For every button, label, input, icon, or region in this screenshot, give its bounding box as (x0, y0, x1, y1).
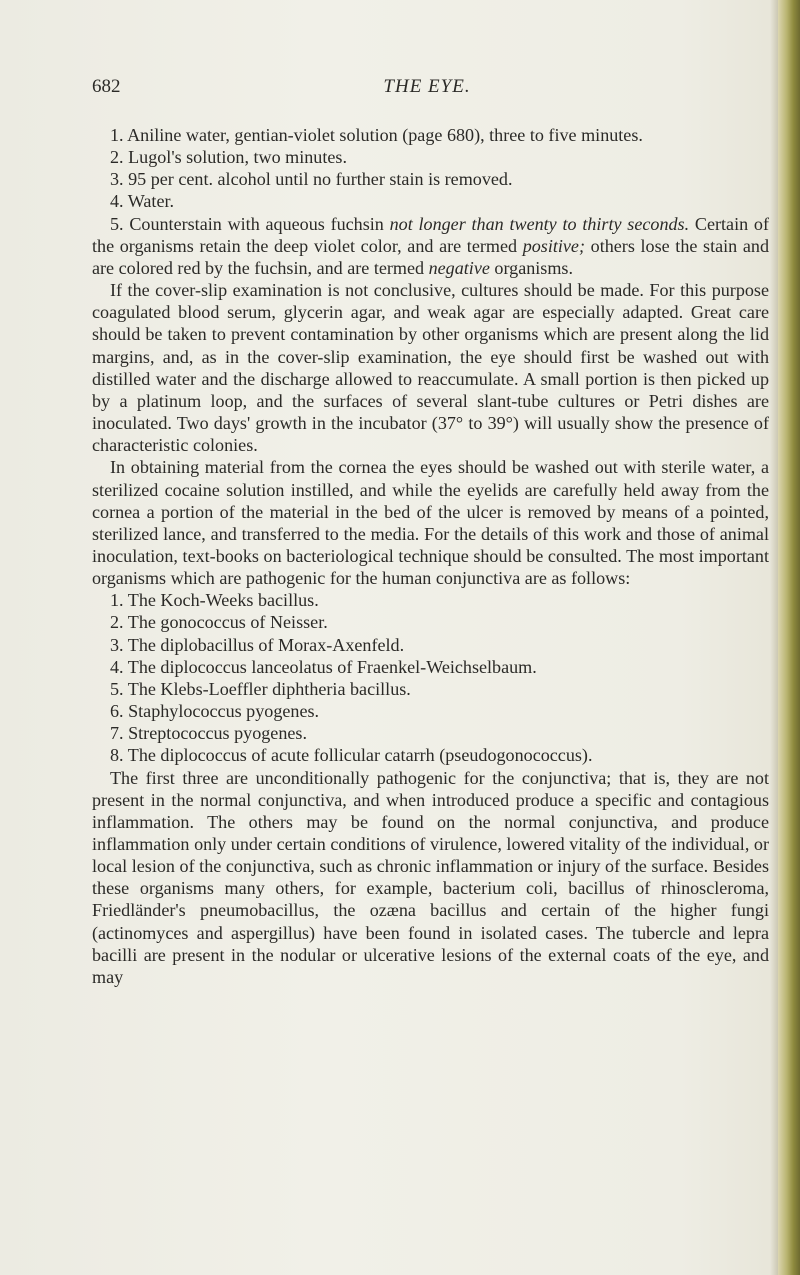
step5-emphasis-negative: negative (428, 257, 490, 278)
step5-text: organisms. (489, 257, 573, 278)
organism-list-item: 7. Streptococcus pyogenes. (110, 723, 307, 744)
step5-emphasis-positive: positive; (522, 235, 585, 256)
organism-list-item: 4. The diplococcus lanceolatus of Fraenkel-Weichselbaum. (110, 656, 537, 677)
staining-step: 2. Lugol's solution, two minutes. (110, 147, 347, 168)
organism-list-item: 2. The gonococcus of Neisser. (110, 612, 328, 633)
organism-list-item: 6. Staphylococcus pyogenes. (110, 701, 320, 722)
page-header (92, 76, 762, 100)
step5-emphasis-duration: not longer than twenty to thirty seconds. (389, 213, 690, 234)
staining-step: 1. Aniline water, gentian-violet solution (page 680), three to five minutes. (110, 125, 643, 145)
page-body (92, 124, 769, 988)
paragraph-closing: The first three are unconditionally pathogenic for the conjunctiva; that is, they are not present in the normal conjunctiva, and when introduced produce a specific and contagious inflammation. The others may be found on the normal conjunctiva, and produce inflammation only under certain conditions of virulence, lowered vitality of the individual, or local lesion of the conjunctiva, such as chronic inflammation or injury of the surface. Besides these organisms many others, for example, bacterium coli, bacillus of rhinoscleroma, Friedländer's pneumobacillus, the ozæna bacillus and certain of the higher fungi (actinomyces and aspergillus) have been found in isolated cases. The tubercle and lepra bacilli are present in the nodular or ulcerative lesions of the external coats of the eye, and may (92, 767, 769, 987)
organism-list-item: 8. The diplococcus of acute follicular catarrh (pseudogonococcus). (110, 745, 593, 766)
step5-text: 5. Counterstain with aqueous fuchsin (110, 213, 390, 234)
paragraph-cultures: If the cover-slip examination is not conclusive, cultures should be made. For this purpose coagulated blood serum, glycerin agar, and weak agar are especially adapted. Great care should be taken to prevent contamination by other organisms which are present along the lid margins, and, as in the cover-slip examination, the eye should first be washed out with distilled water and the discharge allowed to reaccumulate. A small portion is then picked up by a platinum loop, and the surfaces of several slant-tube cultures or Petri dishes are inoculated. Two days' growth in the incubator (37° to 39°) will usually show the presence of characteristic colonies. (92, 280, 769, 456)
page-edge-binding (778, 0, 800, 1275)
staining-step: 4. Water. (110, 191, 175, 212)
paragraph-cornea: In obtaining material from the cornea the eyes should be washed out with sterile water, a sterilized cocaine solution instilled, and while the eyelids are carefully held away from the cornea a portion of the material in the bed of the ulcer is removed by means of a pointed, sterilized lance, and transferred to the media. For the details of this work and those of animal inoculation, text-books on bacteriological technique should be consulted. The most important organisms which are pathogenic for the human conjunctiva are as follows: (92, 457, 769, 589)
running-title: THE EYE. (383, 76, 471, 97)
staining-step-counterstain (92, 213, 769, 279)
step5-text: Certain of the organisms retain the deep violet color, and are termed (92, 213, 769, 256)
organism-list-item: 5. The Klebs-Loeffler diphtheria bacillus. (110, 678, 411, 699)
step5-text: others lose the stain and are colored red by the fuchsin, and are termed (92, 235, 769, 278)
organism-list-item: 3. The diplobacillus of Morax-Axenfeld. (110, 634, 405, 655)
organism-list-item: 1. The Koch-Weeks bacillus. (110, 590, 319, 611)
staining-step: 3. 95 per cent. alcohol until no further stain is removed. (110, 169, 513, 190)
page-number: 682 (92, 76, 121, 97)
